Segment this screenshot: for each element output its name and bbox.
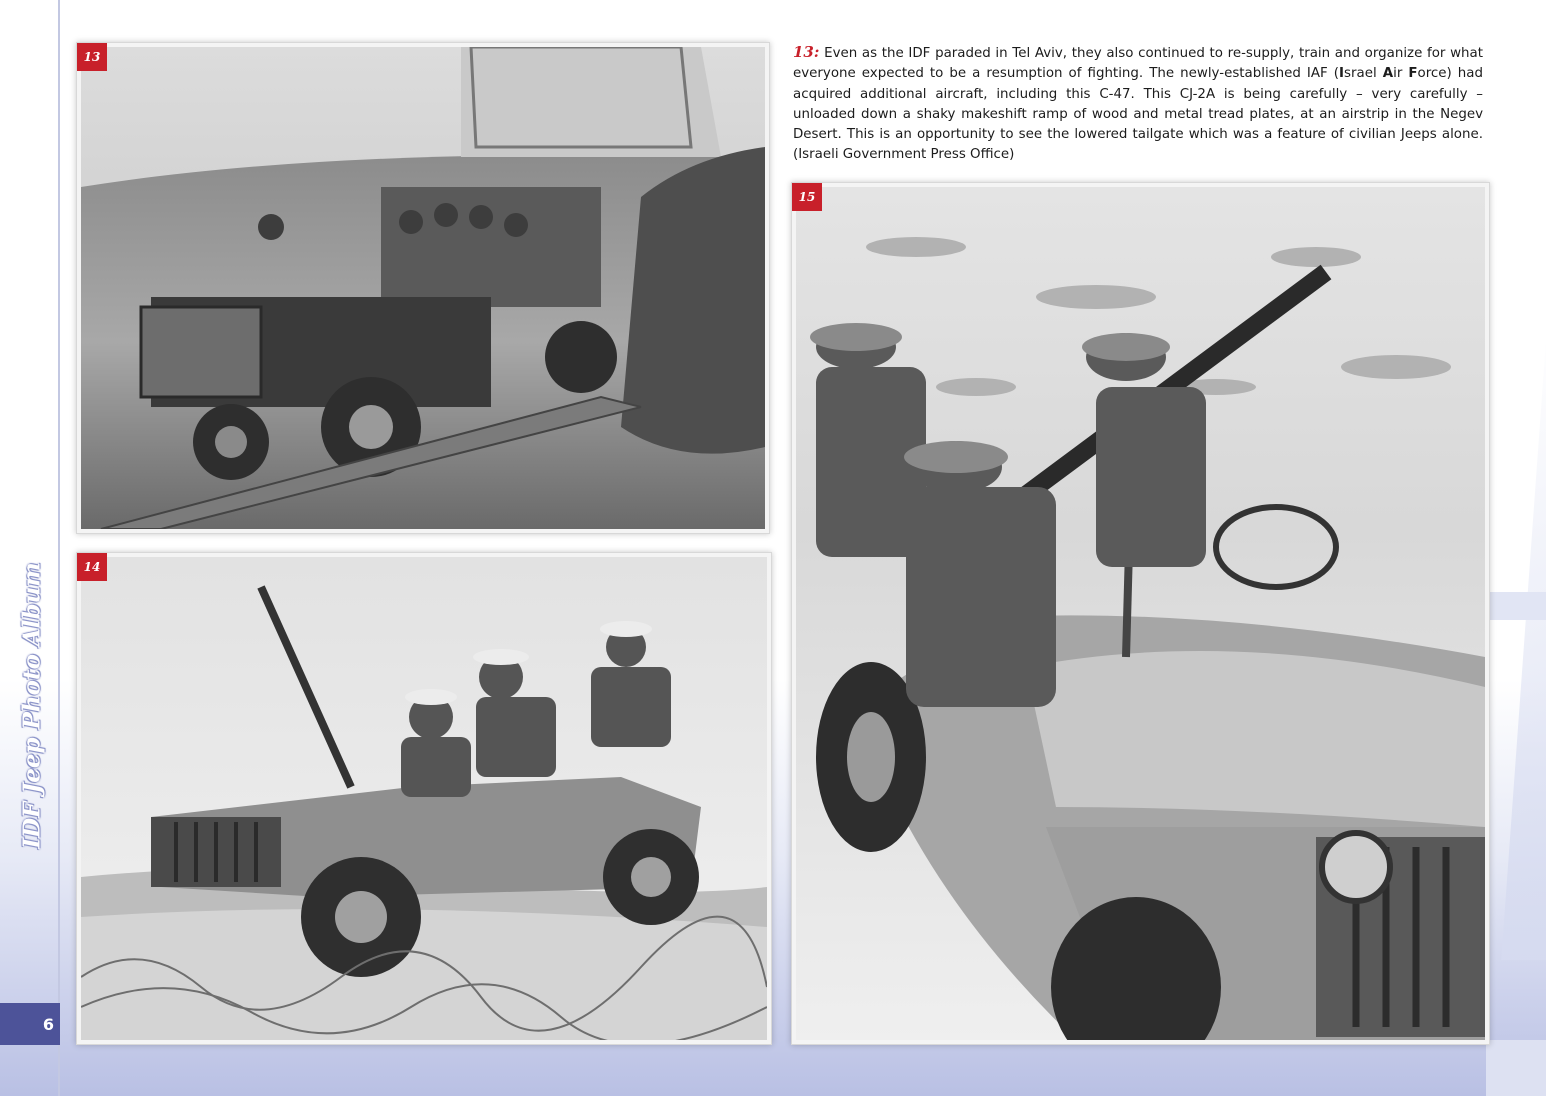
- running-title: [12, 550, 52, 860]
- page-number: 6: [0, 1003, 60, 1045]
- photo-jeep-anti-aircraft-crew: [796, 187, 1485, 1040]
- photo-jeep-unloading-c47: [81, 47, 765, 529]
- caption-text: ir: [1393, 66, 1409, 82]
- background-decoration: [1486, 1040, 1546, 1096]
- photo-jeep-patrol-machine-gun: [81, 557, 767, 1040]
- photo-frame-13: [76, 42, 770, 534]
- caption-emphasis: F: [1408, 66, 1418, 82]
- caption-emphasis: A: [1382, 66, 1394, 82]
- page-spine-line: [58, 0, 60, 1096]
- photo-number-badge: 13: [77, 43, 107, 71]
- caption-number: 13:: [793, 43, 820, 61]
- photo-number-badge: 15: [792, 183, 822, 211]
- photo-caption: [793, 42, 1483, 166]
- caption-text: orce) had acquired additional aircraft, including this C-47. This CJ-2A is being carefully – very carefully – unloaded down a shaky makeshift ramp of wood and metal tread plates, at an airstrip in the Negev Desert. This is an opportunity to see the lowered tailgate which was a feature of civilian Jeeps alone. (Israeli Government Press Office): [793, 66, 1484, 163]
- book-title: IDF Jeep Photo Album: [18, 561, 46, 849]
- background-decoration: [1490, 340, 1546, 960]
- caption-text: Even as the IDF paraded in Tel Aviv, they also continued to re-supply, train and organize for what everyone expected to be a resumption of fighting. The newly-established IAF (: [793, 46, 1483, 82]
- photo-frame-14: [76, 552, 772, 1045]
- caption-text: srael: [1344, 66, 1383, 82]
- photo-frame-15: [791, 182, 1490, 1045]
- background-decoration: [1486, 592, 1546, 620]
- caption-emphasis: I: [1339, 66, 1345, 82]
- photo-number-badge: 14: [77, 553, 107, 581]
